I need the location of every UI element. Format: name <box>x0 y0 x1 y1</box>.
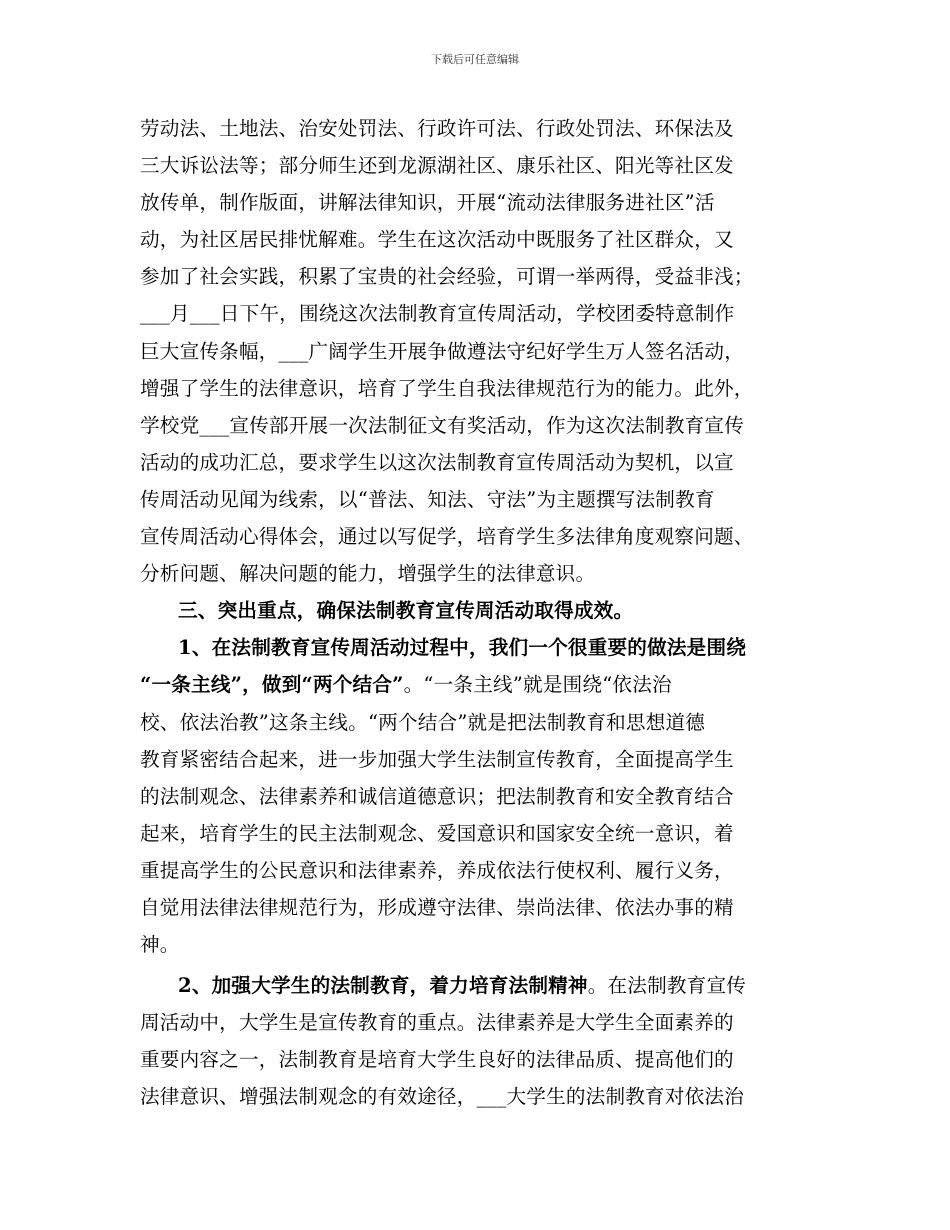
text-line: 起来，培育学生的民主法制观念、爱国意识和国家安全统一意识，着 <box>140 821 734 845</box>
text-line: 重要内容之一，法制教育是培育大学生良好的法律品质、提高他们的 <box>140 1048 734 1072</box>
paragraph <box>140 629 830 963</box>
text-line: 巨大宣传条幅，___广阔学生开展争做遵法守纪好学生万人签名活动， <box>140 339 745 363</box>
bold-text: “一条主线”，做到“两个结合” <box>140 673 404 697</box>
text-line: 法律意识、增强法制观念的有效途径，___大学生的法制教育对依法治 <box>140 1085 745 1109</box>
text-line: 自觉用法律法律规范行为，形成遵守法律、崇尚法律、依法办事的精 <box>140 895 734 919</box>
text-line: 周活动中，大学生是宣传教育的重点。法律素养是大学生全面素养的 <box>140 1011 734 1035</box>
text-line: 放传单，制作版面，讲解法律知识，开展“流动法律服务进社区”活 <box>140 191 715 215</box>
text-line: 的法制观念、法律素养和诚信道德意识；把法制教育和安全教育结合 <box>140 784 734 808</box>
section-heading: 三、突出重点，确保法制教育宣传周活动取得成效。 <box>178 599 634 623</box>
text-line: 分析问题、解决问题的能力，增强学生的法律意识。 <box>140 562 596 586</box>
text-line: 劳动法、土地法、治安处罚法、行政许可法、行政处罚法、环保法及 <box>140 117 734 140</box>
text-line: 神。 <box>140 933 180 957</box>
regular-text: 。在法制教育宣传 <box>587 974 747 998</box>
text-line: ___月___日下午，围绕这次法制教育宣传周活动，学校团委特意制作 <box>140 302 735 326</box>
text-line <box>140 967 830 1004</box>
text-line: 宣传周活动心得体会，通过以写促学，培育学生多法律角度观察问题、 <box>140 525 754 549</box>
text-line: 重提高学生的公民意识和法律素养，养成依法行使权利、履行义务， <box>140 858 734 882</box>
text-line <box>140 666 830 703</box>
page-header: 下载后可任意编辑 <box>431 53 519 66</box>
text-line: 活动的成功汇总，要求学生以这次法制教育宣传周活动为契机，以宣 <box>140 450 734 474</box>
text-line: 参加了社会实践，积累了宝贵的社会经验，可谓一举两得，受益非浅； <box>140 265 754 289</box>
text-line: 传周活动见闻为线索，以“普法、知法、守法”为主题撰写法制教育 <box>140 487 715 511</box>
regular-text: 。“一条主线”就是围绕“依法治 <box>403 673 672 697</box>
paragraph <box>140 967 830 1115</box>
document-body <box>140 110 830 1116</box>
text-line: 三大诉讼法等；部分师生还到龙源湖社区、康乐社区、阳光等社区发 <box>140 154 734 178</box>
text-line: 校、依法治教”这条主线。“两个结合”就是把法制教育和思想道德 <box>140 710 706 734</box>
text-line: 学校党___宣传部开展一次法制征文有奖活动，作为这次法制教育宣传 <box>140 413 745 437</box>
bold-text: 2、加强大学生的法制教育，着力培育法制精神 <box>178 974 588 998</box>
text-line: 教育紧密结合起来，进一步加强大学生法制宣传教育，全面提高学生 <box>140 747 734 771</box>
text-line: 1、在法制教育宣传周活动过程中，我们一个很重要的做法是围绕 <box>178 636 747 660</box>
text-line: 动，为社区居民排忧解难。学生在这次活动中既服务了社区群众，又 <box>140 228 734 252</box>
paragraph <box>140 110 830 592</box>
text-line: 增强了学生的法律意识，培育了学生自我法律规范行为的能力。此外， <box>140 376 754 400</box>
